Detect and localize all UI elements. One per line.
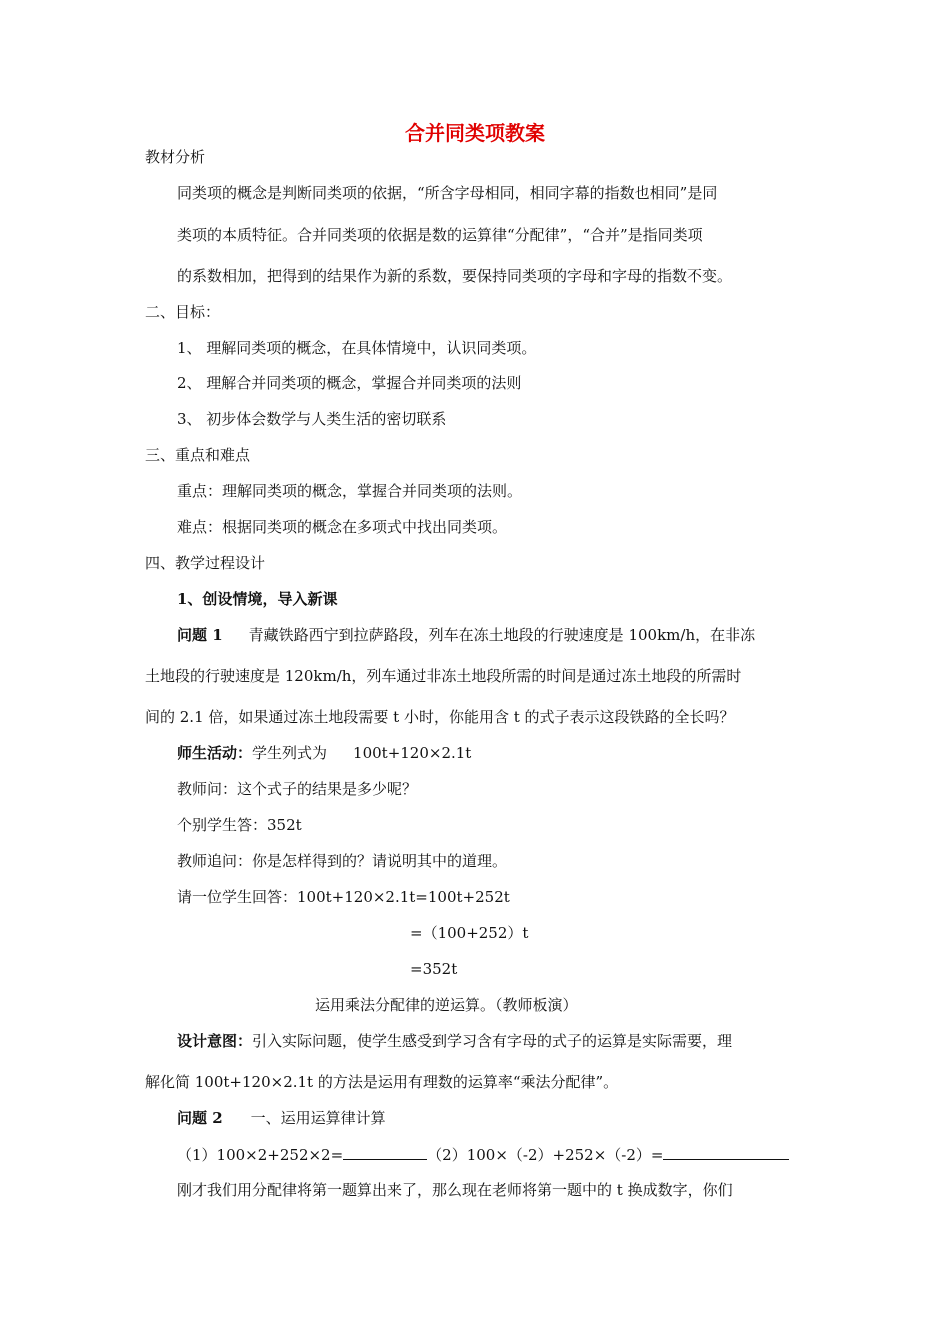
- calculation-note: 运用乘法分配律的逆运算。（教师板演）: [315, 996, 578, 1014]
- design-intent-line: [177, 1030, 732, 1052]
- step-heading: 1、创设情境，导入新课: [177, 590, 338, 608]
- key-point-text: 重点：理解同类项的概念，掌握合并同类项的法则。: [177, 482, 523, 500]
- section-heading-analysis: 教材分析: [145, 148, 206, 166]
- analysis-paragraph-line: 类项的本质特征。合并同类项的依据是数的运算律“分配律”，“合并”是指同类项: [177, 226, 703, 244]
- question-1-line: 土地段的行驶速度是 120km/h，列车通过非冻土地段所需的时间是通过冻土地段的所需时: [145, 667, 742, 685]
- teacher-question: 教师问：这个式子的结果是多少呢？: [177, 780, 418, 798]
- difficulty-text: 难点：根据同类项的概念在多项式中找出同类项。: [177, 518, 508, 536]
- exercise-2: （2）100×（-2）+252×（-2）=: [427, 1146, 664, 1164]
- goal-item: 2、 理解合并同类项的概念，掌握合并同类项的法则: [177, 374, 522, 392]
- activity-line: [177, 742, 471, 764]
- answer-blank-1[interactable]: [343, 1143, 427, 1160]
- student-answer: 个别学生答：352t: [177, 816, 302, 834]
- document-title: 合并同类项教案: [405, 121, 545, 145]
- question-1-line: [177, 624, 755, 646]
- question-1-text: 青藏铁路西宁到拉萨路段，列车在冻土地段的行驶速度是 100km/h，在非冻: [248, 626, 756, 644]
- analysis-paragraph-line: 的系数相加，把得到的结果作为新的系数，要保持同类项的字母和字母的指数不变。: [177, 267, 733, 285]
- analysis-paragraph-line: 同类项的概念是判断同类项的依据，“所含字母相同，相同字幕的指数也相同”是同: [177, 184, 718, 202]
- question-1-line: 间的 2.1 倍，如果通过冻土地段需要 t 小时，你能用含 t 的式子表示这段铁路的全长吗？: [145, 708, 735, 726]
- calculation-step: =352t: [410, 960, 458, 978]
- section-heading-key-points: 三、重点和难点: [145, 446, 251, 464]
- activity-label: 师生活动：: [177, 744, 253, 762]
- closing-line: 刚才我们用分配律将第一题算出来了，那么现在老师将第一题中的 t 换成数字，你们: [177, 1181, 733, 1199]
- calculation-step: =（100+252）t: [410, 924, 529, 942]
- design-intent-label: 设计意图：: [177, 1032, 253, 1050]
- design-intent-text: 引入实际问题，使学生感受到学习含有字母的式子的运算是实际需要，理: [252, 1032, 733, 1050]
- section-heading-goals: 二、目标：: [145, 303, 221, 321]
- question-2-line: [177, 1107, 386, 1129]
- activity-formula: 100t+120×2.1t: [353, 744, 472, 762]
- question-2-label: 问题 2: [177, 1109, 223, 1127]
- answer-blank-2[interactable]: [663, 1143, 789, 1160]
- question-1-label: 问题 1: [177, 626, 223, 644]
- goal-item: 3、 初步体会数学与人类生活的密切联系: [177, 410, 447, 428]
- question-2-text: 一、运用运算律计算: [250, 1109, 386, 1127]
- exercise-line: [177, 1143, 789, 1166]
- design-intent-line: 解化简 100t+120×2.1t 的方法是运用有理数的运算率“乘法分配律”。: [145, 1073, 619, 1091]
- exercise-1: （1）100×2+252×2=: [177, 1146, 344, 1164]
- activity-text: 学生列式为: [252, 744, 328, 762]
- teacher-follow-up: 教师追问：你是怎样得到的？请说明其中的道理。: [177, 852, 508, 870]
- goal-item: 1、 理解同类项的概念，在具体情境中，认识同类项。: [177, 339, 537, 357]
- section-heading-process: 四、教学过程设计: [145, 554, 266, 572]
- student-explanation: 请一位学生回答：100t+120×2.1t=100t+252t: [177, 888, 510, 906]
